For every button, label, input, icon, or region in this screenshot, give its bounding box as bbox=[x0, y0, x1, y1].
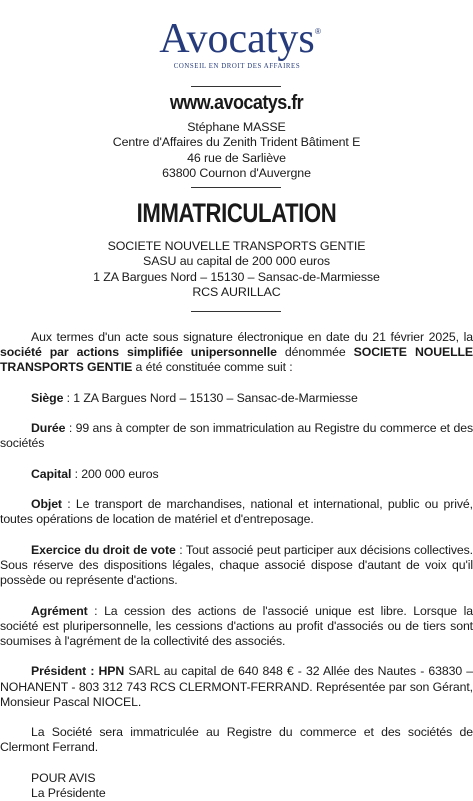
objet-paragraph: Objet : Le transport de marchandises, national et international, public ou privé, toutes opérations de location de matériel et d'entreposage. bbox=[0, 497, 473, 527]
intro-paragraph: Aux termes d'un acte sous signature électronique en date du 21 février 2025, la société par actions simplifiée unipersonnelle dénommée SOCIETE NOUELLE TRANSPORTS GENTIE a été constituée comme suit : bbox=[0, 330, 473, 375]
contact-name: Stéphane MASSE bbox=[187, 120, 286, 134]
capital-paragraph: Capital : 200 000 euros bbox=[31, 466, 159, 481]
notice-title: IMMATRICULATION bbox=[136, 198, 337, 228]
company-name: SOCIETE NOUVELLE TRANSPORTS GENTIE bbox=[107, 239, 366, 253]
siege-paragraph: Siège : 1 ZA Bargues Nord – 15130 – Sansac-de-Marmiesse bbox=[31, 390, 358, 405]
company-rcs: RCS AURILLAC bbox=[192, 285, 281, 300]
contact-city: 63800 Cournon d'Auvergne bbox=[162, 166, 311, 181]
divider-bottom bbox=[191, 311, 281, 312]
logo-tagline: CONSEIL EN DROIT DES AFFAIRES bbox=[173, 63, 300, 70]
contact-block bbox=[0, 120, 473, 182]
president-paragraph: Président : HPN SARL au capital de 640 848 € - 32 Allée des Nautes - 63830 – NOHANENT - 803 312 743 RCS CLERMONT-FERRAND. Représentée par son Gérant, Monsieur Pascal NIOCEL. bbox=[0, 664, 473, 709]
registered-mark: ® bbox=[314, 27, 321, 36]
contact-street: 46 rue de Sarliève bbox=[187, 150, 286, 165]
signoff-presidente: La Présidente bbox=[31, 785, 106, 800]
divider-top bbox=[191, 86, 281, 87]
company-block bbox=[0, 239, 473, 301]
company-capital: SASU au capital de 200 000 euros bbox=[143, 254, 330, 269]
logo-graphic bbox=[137, 8, 337, 78]
notice-body bbox=[0, 330, 473, 801]
vote-paragraph: Exercice du droit de vote : Tout associé peut participer aux décisions collectives. Sous réserve des dispositions légales, chaque associé dispose d'autant de voix qu'il possède ou représente d'actions. bbox=[0, 542, 473, 588]
avocatys-logo bbox=[0, 8, 473, 78]
duree-paragraph: Durée : 99 ans à compter de son immatriculation au Registre du commerce et des sociétés bbox=[0, 421, 473, 451]
agrement-paragraph: Agrément : La cession des actions de l'associé unique est libre. Lorsque la société est pluripersonnelle, les cessions d'actions au profit d'associés ou de tiers sont soumises à l'agrément de la collectivité des associés. bbox=[0, 603, 473, 648]
signoff-pour-avis: POUR AVIS bbox=[31, 770, 96, 785]
logo-wordmark: Avocatys bbox=[158, 16, 315, 62]
divider-middle bbox=[191, 187, 281, 188]
closing-paragraph: La Société sera immatriculée au Registre du commerce et des sociétés de Clermont Ferrand. bbox=[0, 725, 473, 755]
company-address: 1 ZA Bargues Nord – 15130 – Sansac-de-Marmiesse bbox=[93, 269, 380, 284]
website-link[interactable]: www.avocatys.fr bbox=[169, 92, 304, 114]
contact-building: Centre d'Affaires du Zenith Trident Bâtiment E bbox=[112, 135, 361, 150]
